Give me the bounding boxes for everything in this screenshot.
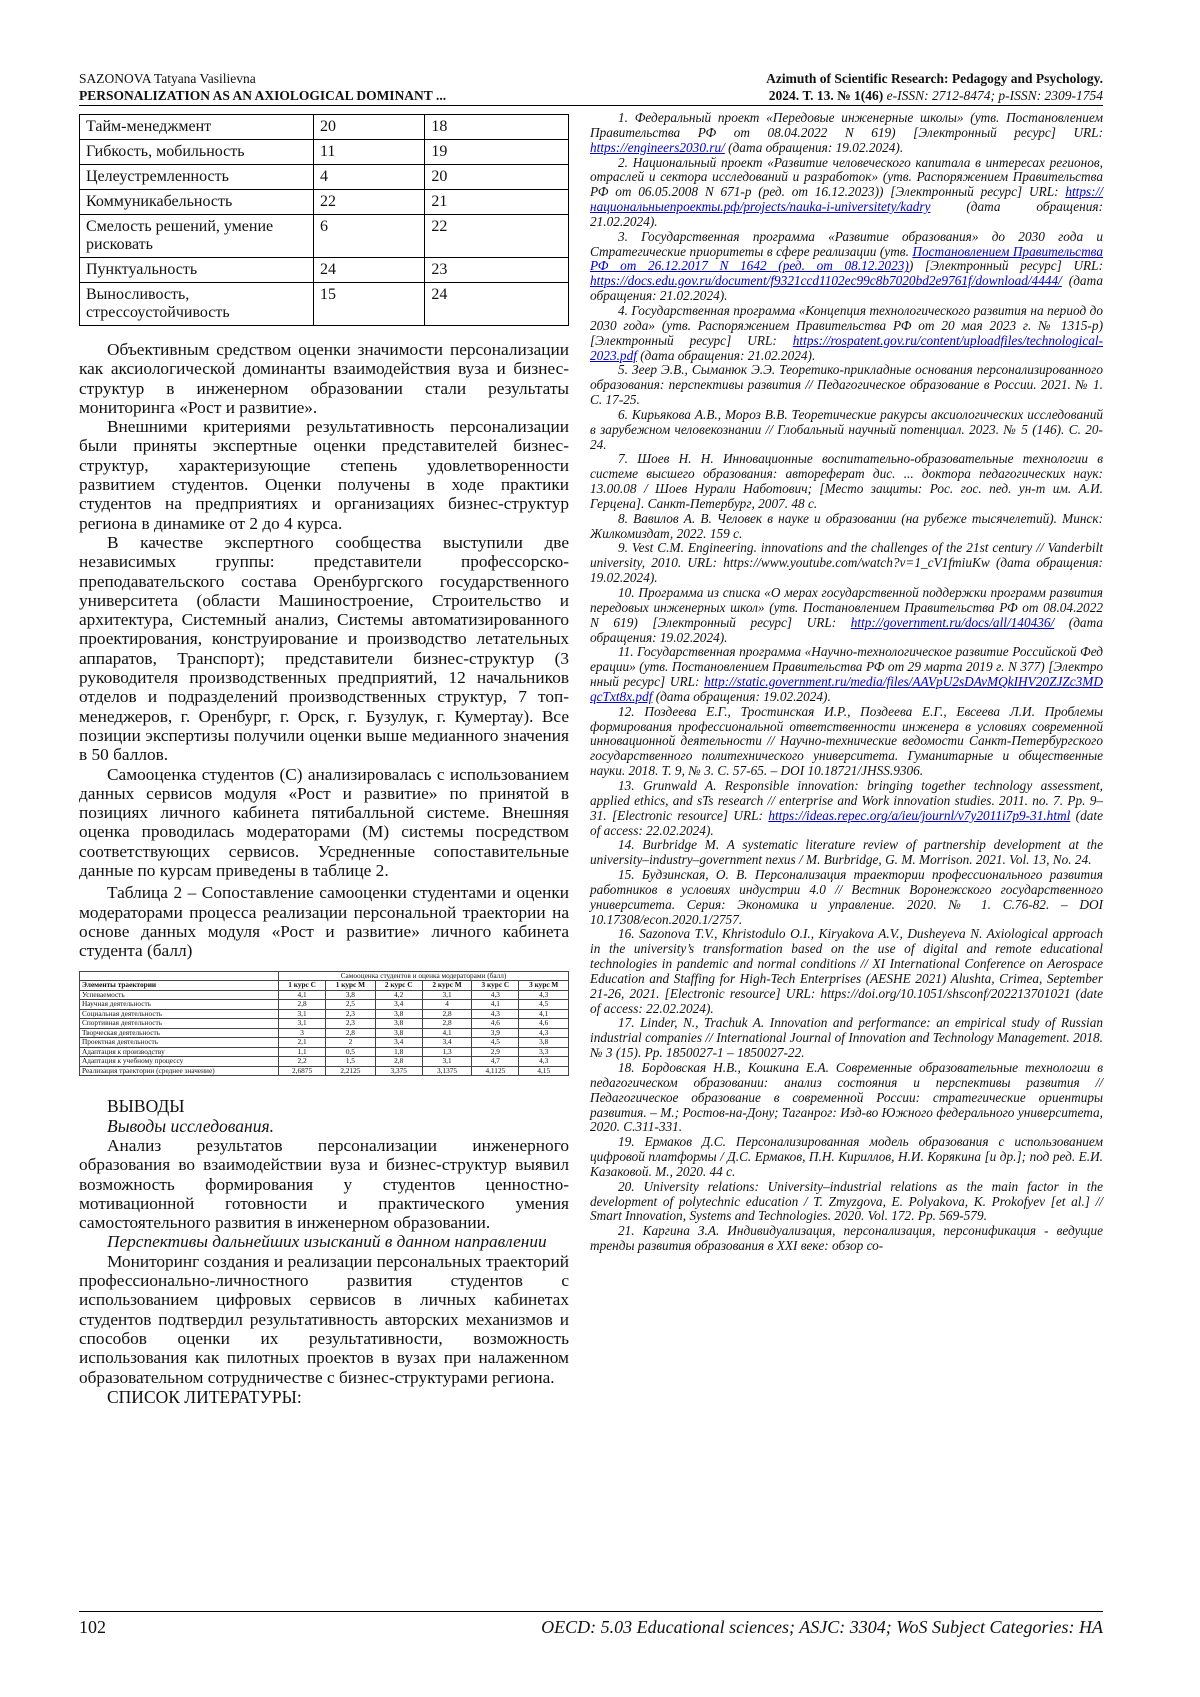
header-issn: e-ISSN: 2712-8474; p-ISSN: 2309-1754 bbox=[883, 88, 1103, 103]
reference-link[interactable]: https://engineers2030.ru/ bbox=[590, 139, 725, 155]
table-2 bbox=[79, 971, 569, 1077]
header-journal: Azimuth of Scientific Research: Pedagogy and Psychology. bbox=[766, 71, 1103, 86]
reference-link[interactable]: https://rospatent.gov.ru/content/uploadfiles/technological-2023.pdf bbox=[590, 332, 1103, 363]
paragraph-conclusions: Анализ результатов персонализации инженерного образования во взаимодействии вуза и бизнес-структур выявил возможность формирования у студентов ценностно-мотивационной готовности и практического умения самостоятельного развития в инженерном образовании. bbox=[79, 1136, 569, 1233]
reference-item: 5. Зеер Э.В., Сыманюк Э.Э. Теоретико-прикладные основания персонализированного образования: перспективы развития // Педагогическое образование в России. 2021. № 1. С. 17-25. bbox=[590, 362, 1103, 408]
page-number: 102 bbox=[79, 1617, 106, 1637]
table-row: Смелость решений, умение рисковать 6 22 bbox=[80, 215, 569, 258]
conclusions-heading: ВЫВОДЫ bbox=[107, 1096, 185, 1116]
table-row: Спортивная деятельность 3,1 2,3 3,8 2,8 4,6 4,6 bbox=[80, 1019, 569, 1029]
header-article-title: PERSONALIZATION AS AN AXIOLOGICAL DOMINANT ... bbox=[79, 88, 447, 103]
reference-item: 10. Программа из списка «О мерах государственной поддержки программ развития передовых инженерных школ» (утв. Постановлением Правительства РФ от 08.04.2022 N 619) [Электронный ресурс] URL: http://government.ru/docs/all/140436/ (дата обращения: 19.02.2024). bbox=[590, 585, 1103, 645]
table-2-caption: Таблица 2 – Сопоставление самооценки студентами и оценки модераторами процесса реализации персональной траектории на основе данных модуля «Рост и развитие» личного кабинета студента (балл) bbox=[79, 883, 569, 961]
reference-item: 17. Linder, N., Trachuk A. Innovation and performance: an empirical study of Russian industrial companies // International Journal of Innovation and Technology Management. 2018. № 3 (15). Pp. 1850027-1 – 1850027-22. bbox=[590, 1015, 1103, 1061]
table-row: Выносливость, стрессоустойчивость 15 24 bbox=[80, 283, 569, 326]
reference-link[interactable]: https://национальныепроекты.рф/projects/nauka-i-universitety/kadry bbox=[590, 184, 1103, 215]
table-row: Адаптация к учебному процессу 2,2 1,5 2,8 3,1 4,7 4,3 bbox=[80, 1057, 569, 1067]
reference-item: 2. Национальный проект «Развитие человеческого капитала в интересах регионов, отраслей и сектора исследований и разработок» (утв. Распоряжением Правительства РФ от 06.05.2008 N 671-р (ред. от 16.12.2023)) [Электронный ресурс] URL: https://национальныепроекты.рф/projects/nauka-i-universitety/kadry (дата обращения: 21.02.2024). bbox=[590, 154, 1103, 229]
table-row: Научная деятельность 2,8 2,5 3,4 4 4,1 4,5 bbox=[80, 1000, 569, 1010]
paragraph-monitoring: Объективным средством оценки значимости персонализации как аксиологической доминанты взаимодействия вуза и бизнес-структур в инженерном образовании стали результаты мониторинга «Рост и развитие». bbox=[79, 340, 569, 417]
reference-item: 14. Burbridge M. A systematic literature review of partnership development at the university–industry–government nexus / M. Burbridge, G. M. Morrison. 2021. Vol. 13, No. 24. bbox=[590, 837, 1103, 868]
footer-rule bbox=[79, 1611, 1103, 1612]
table-title-row: Самооценка студентов и оценка модераторами (балл) bbox=[80, 971, 569, 981]
reference-item: 6. Кирьякова А.В., Мороз В.В. Теоретические ракурсы аксиологических исследований в зарубежном человекознании // Глобальный научный потенциал. 2023. № 5 (146). С. 20-24. bbox=[590, 406, 1103, 452]
reference-link[interactable]: http://static.government.ru/media/files/AAVpU2sDAvMQkIHV20ZJZc3MDqcTxt8x.pdf bbox=[590, 674, 1103, 704]
reference-item: 19. Ермаков Д.С. Персонализированная модель образования с использованием цифровой платформы / Д.С. Ермаков, П.Н. Кириллов, Н.И. Корякина [и др.]; под ред. Е.И. Казаковой. М., 2020. 44 с. bbox=[590, 1134, 1103, 1179]
table-row: Тайм-менеджмент 20 18 bbox=[80, 115, 569, 140]
reference-item: 4. Государственная программа «Концепция технологического развития на период до 2030 года» (утв. Распоряжением Правительства РФ от 20 мая 2023 г. № 1315-р) [Электронный ресурс] URL: https://rospatent.gov.ru/content/uploadfiles/technological-2023.pdf (дата обращения: 21.02.2024). bbox=[590, 302, 1103, 363]
table-1-continuation bbox=[79, 114, 569, 326]
conclusions-subheading: Выводы исследования. bbox=[107, 1116, 274, 1136]
header-author: SAZONOVA Tatyana Vasilievna bbox=[79, 71, 256, 86]
footer-classification: OECD: 5.03 Educational sciences; ASJC: 3304; WoS Subject Categories: HA bbox=[541, 1617, 1103, 1637]
reference-link[interactable]: Постановлением Правительства РФ от 26.12.2017 N 1642 (ред. от 08.12.2023) bbox=[590, 243, 1104, 274]
paragraph-monitoring-creation: Мониторинг создания и реализации персональных траекторий профессионально-личностного развития студентов с использованием цифровых сервисов в личных кабинетах студентов подтвердил результативность авторских механизмов и способов оценки их результативности, возможность использования как пилотных проектов в вузах при налаженном образовательном сотрудничестве с бизнес-структурами региона. bbox=[79, 1251, 569, 1387]
left-column bbox=[79, 114, 569, 1407]
reference-item: 8. Вавилов А. В. Человек в науке и образовании (на рубеже тысячелетий). Минск: Жилкомиздат, 2022. 159 с. bbox=[590, 510, 1103, 541]
reference-item: 1. Федеральный проект «Передовые инженерные школы» (утв. Постановлением Правительства РФ от 08.04.2022 N 619) [Электронный ресурс] URL: https://engineers2030.ru/ (дата обращения: 19.02.2024). bbox=[590, 110, 1103, 155]
table-row: Творческая деятельность 3 2,8 3,8 4,1 3,9 4,3 bbox=[80, 1028, 569, 1038]
paragraph-self-assessment: Самооценка студентов (С) анализировалась с использованием данных сервисов модуля «Рост и развитие» по принятой в позициях личного кабинета пятибалльной системе. Внешняя оценка проводилась модераторами (М) системы посредством соответствующих сервисов. Усредненные сопоставительные данные по курсам приведены в таблице 2. bbox=[79, 764, 569, 881]
reference-item: 15. Будзинская, О. В. Персонализация траектории профессионального развития работников в условиях индустрии 4.0 // Вестник Воронежского государственного университета. Серия: Экономика и управление. 2020. № 1. С.76-82. – DOI 10.17308/econ.2020.1/2757. bbox=[590, 867, 1103, 927]
perspectives-heading: Перспективы дальнейших изысканий в данном направлении bbox=[107, 1232, 547, 1252]
running-header-right bbox=[766, 70, 1103, 104]
running-header-left bbox=[79, 70, 446, 104]
reference-item: 21. Каргина З.А. Индивидуализация, персонализация, персонификация - ведущие тренды развития образования в XXI веке: обзор со- bbox=[590, 1223, 1103, 1254]
references-list bbox=[590, 111, 1103, 1254]
references-heading: СПИСОК ЛИТЕРАТУРЫ: bbox=[107, 1386, 302, 1407]
paragraph-external-criteria: Внешними критериями результативность персонализации были приняты экспертные оценки представителей бизнес-структур, характеризующие степень удовлетворенности развитием студентов. Оценки получены в ходе практики студентов на предприятиях и организациях бизнес-структур региона в динамике от 2 до 4 курса. bbox=[79, 417, 569, 533]
reference-item: 12. Поздеева Е.Г., Тростинская И.Р., Поздеева Е.Г., Евсеева Л.И. Проблемы формирования профессиональной ответственности инженера в условиях современной инновационной деятельности // Научно-технические ведомости Санкт-Петербургского государственного политехнического университета. Гуманитарные и общественные науки. 2018. Т. 9, № 3. С. 57-65. – DOI 10.18721/JHSS.9306. bbox=[590, 703, 1103, 779]
reference-link[interactable]: http://government.ru/docs/all/140436/ bbox=[850, 614, 1055, 630]
header-rule bbox=[79, 105, 1103, 106]
reference-item: 20. University relations: University–industrial relations as the main factor in the development of polytechnic education / T. Zmyzgova, E. Polyakova, K. Prokofyev [et al.] // Smart Innovation, Systems and Technologies. 2020. Vol. 172. Pp. 569-579. bbox=[590, 1178, 1103, 1224]
reference-item: 18. Бордовская Н.В., Кошкина Е.А. Современные образовательные технологии в педагогическом образовании: анализ состояния и перспективы развития // Педагогическое образование в современной России: стратегические ориентиры развития. – М.; Ростов-на-Дону; Таганрог: Изд-во Южного федерального университета, 2020. С.311-331. bbox=[590, 1060, 1103, 1135]
table-row: Реализация траектории (среднее значение) 2,6875 2,2125 3,375 3,1375 4,1125 4,15 bbox=[80, 1066, 569, 1076]
reference-item: 3. Государственная программа «Развитие образования» до 2030 года и Стратегические приоритеты в сфере реализации (утв. Постановлением Правительства РФ от 26.12.2017 N 1642 (ред. от 08.12.2023)) [Электронный ресурс] URL: https://docs.edu.gov.ru/document/f9321ccd1102ec99c8b7020bd2e9761f/download/4444/ (дата обращения: 21.02.2024). bbox=[590, 228, 1104, 304]
reference-item: 16. Sazonova T.V., Khristodulo O.I., Kiryakova A.V., Dusheyeva N. Axiological approach in the university’s transformation based on the use of digital and remote educational technologies in pandemic and normal conditions // XI International Conference on Aerospace Education and Staffing for High-Tech Enterprises (AESHE 2021) Alushta, Crimea, September 21-26, 2021. [Electronic resource] URL: https://doi.org/10.1051/shsconf/202213701021 (date of access: 22.02.2024). bbox=[590, 926, 1103, 1016]
paragraph-expert-community: В качестве экспертного сообщества выступили две независимых группы: представители профессорско-преподавательского состава Оренбургского государственного университета (области Машиностроение, Строительство и архитектура, Системный анализ, Системы автоматизированного проектирования, конструирование и производство летательных аппаратов, Транспорт); представители бизнес-структур (3 руководителя производственных предприятий, 12 начальников отделов и подразделений производственных структур, 7 топ-менеджеров, г. Оренбург, г. Орск, г. Бузулук, г. Кумертау). Все позиции экспертизы получили оценки выше медианного значения в 50 баллов. bbox=[79, 532, 569, 765]
reference-item: 13. Grunwald A. Responsible innovation: bringing together technology assessment, applied ethics, and sTs research // enterprise and Work innovation studies. 2011. no. 7. Pp. 9–31. [Electronic resource] URL: https://ideas.repec.org/a/ieu/journl/v7y2011i7p9-31.html (date of access: 22.02.2024). bbox=[590, 777, 1103, 838]
table-header-row: Элементы траектории 1 курс С 1 курс М 2 курс С 2 курс М 3 курс С 3 курс М bbox=[80, 981, 569, 991]
reference-item: 7. Шоев Н. Н. Инновационные воспитательно-образовательные технологии в системе высшего образования: автореферат дис. ... доктора педагогических наук: 13.00.08 / Шоев Нурали Наботович; [Место защиты: Рос. гос. пед. ун-т им. А.И. Герцена]. Санкт-Петербург, 2007. 48 с. bbox=[590, 451, 1103, 511]
table-row: Целеустремленность 4 20 bbox=[80, 165, 569, 190]
table-row: Успеваемость 4,1 3,8 4,2 3,1 4,3 4,3 bbox=[80, 990, 569, 1000]
table-row: Проектная деятельность 2,1 2 3,4 3,4 4,5 3,8 bbox=[80, 1038, 569, 1048]
table-row: Адаптация к производству 1,1 0,5 1,8 1,3 2,9 3,3 bbox=[80, 1047, 569, 1057]
table-row: Пунктуальность 24 23 bbox=[80, 258, 569, 283]
header-volume: 2024. Т. 13. № 1(46) bbox=[768, 88, 884, 103]
reference-item: 9. Vest C.M. Engineering. innovations and the challenges of the 21st century // Vanderbilt university, 2010. URL: https://www.youtube.com/watch?v=1_cV1fmiuKw (дата обращения: 19.02.2024). bbox=[590, 540, 1103, 586]
reference-link[interactable]: https://docs.edu.gov.ru/document/f9321ccd1102ec99c8b7020bd2e9761f/download/4444/ bbox=[590, 273, 1062, 289]
reference-link[interactable]: https://ideas.repec.org/a/ieu/journl/v7y2011i7p9-31.html bbox=[768, 807, 1071, 823]
table-row: Гибкость, мобильность 11 19 bbox=[80, 140, 569, 165]
table-row: Социальная деятельность 3,1 2,3 3,8 2,8 4,3 4,1 bbox=[80, 1009, 569, 1019]
reference-item: 11. Государственная программа «Научно-технологическое развитие Российской Федерации» (утв. Постановлением Правительства РФ от 29 марта 2019 г. N 377) [Электронный ресурс] URL: http://static.government.ru/media/files/AAVpU2sDAvMQkIHV20ZJZc3MDqcTxt8x.pdf (дата обращения: 19.02.2024). bbox=[590, 644, 1103, 704]
table-row: Коммуникабельность 22 21 bbox=[80, 190, 569, 215]
table-2-wrapper bbox=[79, 971, 569, 1077]
